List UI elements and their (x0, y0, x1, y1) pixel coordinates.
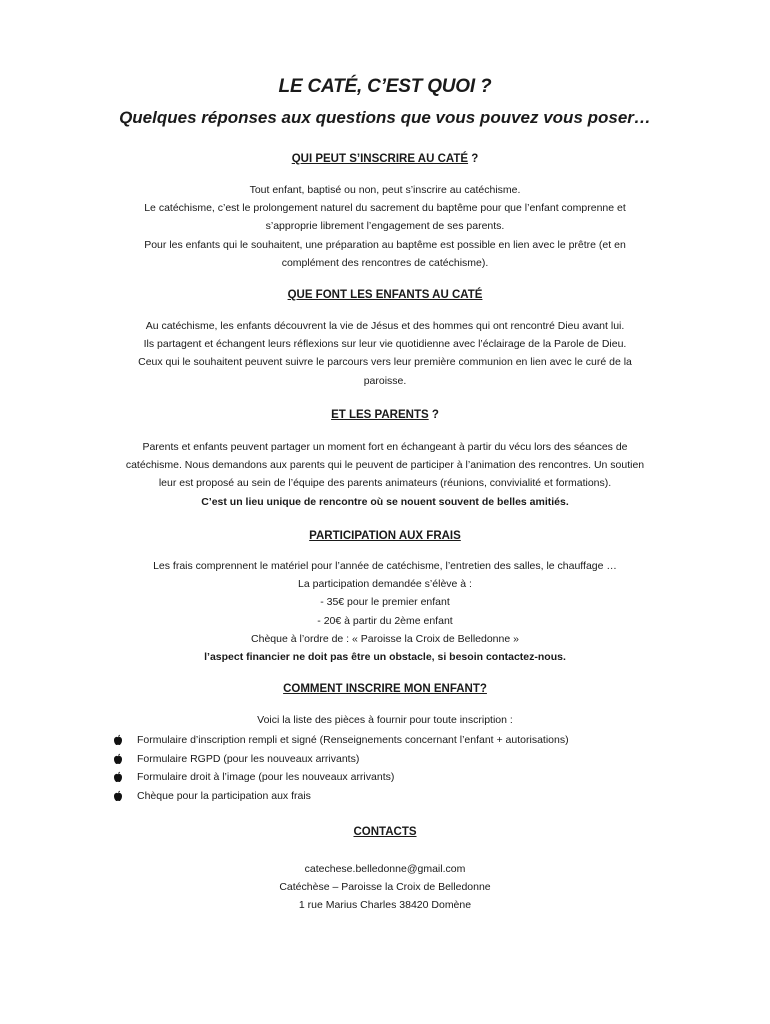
apple-icon (112, 771, 124, 783)
heading-et-les-parents (0, 409, 770, 421)
heading-text: QUE FONT LES ENFANTS AU CATÉ (287, 289, 483, 301)
heading-participation-aux-frais (0, 530, 770, 542)
section-comment-inscrire-text (90, 711, 680, 729)
heading-text: COMMENT INSCRIRE MON ENFANT? (283, 683, 487, 695)
text-line: Tout enfant, baptisé ou non, peut s’inscrire au catéchisme. (249, 184, 521, 196)
list-item (112, 768, 569, 787)
list-item (112, 750, 569, 769)
heading-suffix: ? (468, 153, 479, 165)
text-line: La participation demandée s’élève à : (298, 578, 472, 591)
apple-icon (112, 734, 124, 746)
heading-text: QUI PEUT S’INSCRIRE AU CATÉ (291, 153, 469, 165)
highlight-line: l’aspect financier ne doit pas être un obstacle, si besoin contactez-nous. (204, 651, 566, 664)
required-documents-list (112, 731, 569, 805)
text-line: complément des rencontres de catéchisme). (281, 256, 489, 269)
heading-contacts (0, 826, 770, 838)
section-que-font-les-enfants-text (90, 317, 680, 390)
heading-que-font-les-enfants (0, 289, 770, 301)
section-contacts-text (90, 860, 680, 915)
text-line: Les frais comprennent le matériel pour l’année de catéchisme, l’entretien des salles, le chauffage … (153, 560, 617, 572)
list-item-text: Formulaire droit à l’image (pour les nouveaux arrivants) (137, 771, 395, 784)
text-line: - 35€ pour le premier enfant (320, 596, 450, 609)
text-line: leur est proposé au sein de l’équipe des parents animateurs (réunions, convivialité et formations). (158, 477, 612, 490)
apple-icon (112, 790, 124, 802)
text-line: - 20€ à partir du 2ème enfant (317, 614, 453, 627)
contact-email: catechese.belledonne@gmail.com (304, 863, 466, 875)
text-line: paroisse. (363, 374, 407, 387)
page-title: LE CATÉ, C’EST QUOI ? (278, 76, 492, 97)
section-participation-text (90, 557, 680, 666)
text-line: Chèque à l’ordre de : « Paroisse la Croix de Belledonne » (251, 632, 519, 645)
contact-address: 1 rue Marius Charles 38420 Domène (298, 899, 472, 912)
text-line: Ceux qui le souhaitent peuvent suivre le parcours vers leur première communion en lien avec le curé de la (138, 356, 632, 369)
list-item-text: Formulaire RGPD (pour les nouveaux arrivants) (137, 752, 360, 765)
heading-suffix: ? (428, 409, 439, 421)
list-item-text: Formulaire d’inscription rempli et signé (Renseignements concernant l’enfant + autorisations) (137, 734, 569, 747)
text-line: Parents et enfants peuvent partager un moment fort en échangeant à partir du vécu lors des séances de (142, 441, 628, 453)
contact-name: Catéchèse – Paroisse la Croix de Belledonne (279, 881, 491, 894)
heading-text: PARTICIPATION AUX FRAIS (309, 530, 461, 542)
apple-icon (112, 753, 124, 765)
heading-text: CONTACTS (353, 826, 417, 838)
page-subtitle: Quelques réponses aux questions que vous pouvez vous poser… (119, 108, 651, 127)
heading-qui-peut-sinscrire (0, 153, 770, 165)
text-line: Pour les enfants qui le souhaitent, une préparation au baptême est possible en lien avec le prêtre (et en (144, 238, 626, 251)
heading-comment-inscrire (0, 683, 770, 695)
section-et-les-parents-text (90, 438, 680, 511)
list-item (112, 731, 569, 750)
list-item-text: Chèque pour la participation aux frais (137, 789, 311, 802)
heading-text: ET LES PARENTS (331, 409, 429, 421)
text-line: Le catéchisme, c’est le prolongement naturel du sacrement du baptême pour que l’enfant comprenne et (144, 202, 626, 215)
list-item (112, 787, 569, 806)
text-line: Au catéchisme, les enfants découvrent la vie de Jésus et des hommes qui ont rencontré Dieu avant lui. (145, 320, 625, 332)
text-line: Voici la liste des pièces à fournir pour toute inscription : (257, 714, 513, 726)
text-line: catéchisme. Nous demandons aux parents qui le peuvent de participer à l’animation des rencontres. Un soutien (125, 459, 645, 472)
text-line: Ils partagent et échangent leurs réflexions sur leur vie quotidienne avec l’éclairage de la Parole de Dieu. (143, 338, 627, 351)
section-qui-peut-sinscrire-text (90, 181, 680, 272)
text-line: s’approprie librement l’engagement de ses parents. (265, 220, 505, 233)
highlight-line: C’est un lieu unique de rencontre où se nouent souvent de belles amitiés. (201, 495, 569, 508)
